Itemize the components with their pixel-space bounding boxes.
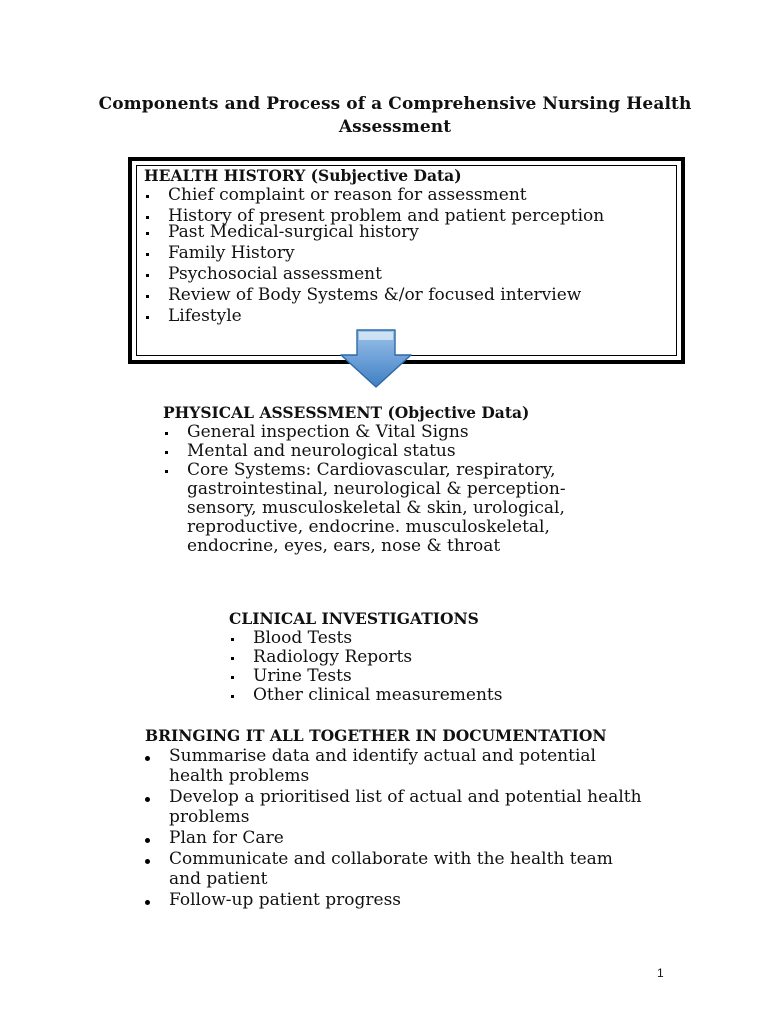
- list-item-text: Develop a prioritised list of actual and potential health problems: [169, 787, 642, 827]
- list-item-text: Lifestyle: [168, 306, 242, 326]
- square-bullet-icon: [146, 253, 149, 256]
- list-item: [144, 223, 664, 242]
- list-item: [144, 286, 664, 305]
- list-item-text: Core Systems: Cardiovascular, respiratory, gastrointestinal, neurological & perception-sensory, musculoskeletal & skin, urological, reproductive, endocrine. musculoskeletal, endocrine, eyes, ears, nose & throat: [187, 460, 566, 556]
- list-item-text: Past Medical-surgical history: [168, 222, 419, 242]
- list-item: [163, 442, 613, 461]
- square-bullet-icon: [165, 470, 168, 473]
- list-item-text: Psychosocial assessment: [168, 264, 382, 284]
- list-item-text: Family History: [168, 243, 295, 263]
- square-bullet-icon: [231, 695, 234, 698]
- square-bullet-icon: [165, 451, 168, 454]
- round-bullet-icon: [145, 756, 150, 761]
- physical-assessment-heading: PHYSICAL ASSESSMENT (Objective Data): [163, 403, 530, 422]
- square-bullet-icon: [146, 295, 149, 298]
- list-item-text: Mental and neurological status: [187, 441, 456, 461]
- page-title: Components and Process of a Comprehensive Nursing Health Assessment: [98, 94, 692, 137]
- list-item-text: Urine Tests: [253, 666, 352, 686]
- list-item: [229, 648, 629, 667]
- list-item-text: General inspection & Vital Signs: [187, 422, 469, 442]
- square-bullet-icon: [231, 638, 234, 641]
- round-bullet-icon: [145, 797, 150, 802]
- round-bullet-icon: [145, 859, 150, 864]
- list-item: [144, 307, 664, 326]
- square-bullet-icon: [146, 195, 149, 198]
- square-bullet-icon: [146, 232, 149, 235]
- list-item: [145, 828, 645, 848]
- clinical-investigations-heading: CLINICAL INVESTIGATIONS: [229, 609, 479, 628]
- list-item: [145, 787, 645, 827]
- list-item: [145, 746, 645, 786]
- list-item: [163, 461, 613, 556]
- list-item: [229, 686, 629, 705]
- list-item-text: Summarise data and identify actual and potential health problems: [169, 746, 596, 786]
- list-item-text: Plan for Care: [169, 828, 284, 848]
- health-history-heading: HEALTH HISTORY (Subjective Data): [144, 166, 462, 185]
- square-bullet-icon: [146, 216, 149, 219]
- round-bullet-icon: [145, 900, 150, 905]
- list-item: [144, 244, 664, 263]
- list-item-text: Chief complaint or reason for assessment: [168, 185, 527, 205]
- list-item: [229, 667, 629, 686]
- list-item-text: History of present problem and patient perception: [168, 206, 605, 226]
- list-item-text: Other clinical measurements: [253, 685, 503, 705]
- list-item-text: Radiology Reports: [253, 647, 413, 667]
- documentation-list: [145, 746, 645, 911]
- list-item: [229, 629, 629, 648]
- square-bullet-icon: [146, 316, 149, 319]
- physical-assessment-list: [163, 423, 613, 556]
- list-item: [163, 423, 613, 442]
- health-history-list: [144, 186, 664, 328]
- square-bullet-icon: [165, 432, 168, 435]
- down-arrow-icon: [339, 329, 413, 389]
- square-bullet-icon: [231, 676, 234, 679]
- square-bullet-icon: [146, 274, 149, 277]
- list-item-text: Communicate and collaborate with the health team and patient: [169, 849, 613, 889]
- page-number: 1: [657, 966, 664, 980]
- documentation-heading: BRINGING IT ALL TOGETHER IN DOCUMENTATION: [145, 726, 607, 745]
- list-item: [145, 890, 645, 910]
- round-bullet-icon: [145, 838, 150, 843]
- list-item-text: Review of Body Systems &/or focused interview: [168, 285, 582, 305]
- list-item-text: Blood Tests: [253, 628, 353, 648]
- list-item-text: Follow-up patient progress: [169, 890, 402, 910]
- clinical-investigations-list: [229, 629, 629, 705]
- list-item: [144, 186, 664, 205]
- list-item: [144, 265, 664, 284]
- square-bullet-icon: [231, 657, 234, 660]
- list-item: [145, 849, 645, 889]
